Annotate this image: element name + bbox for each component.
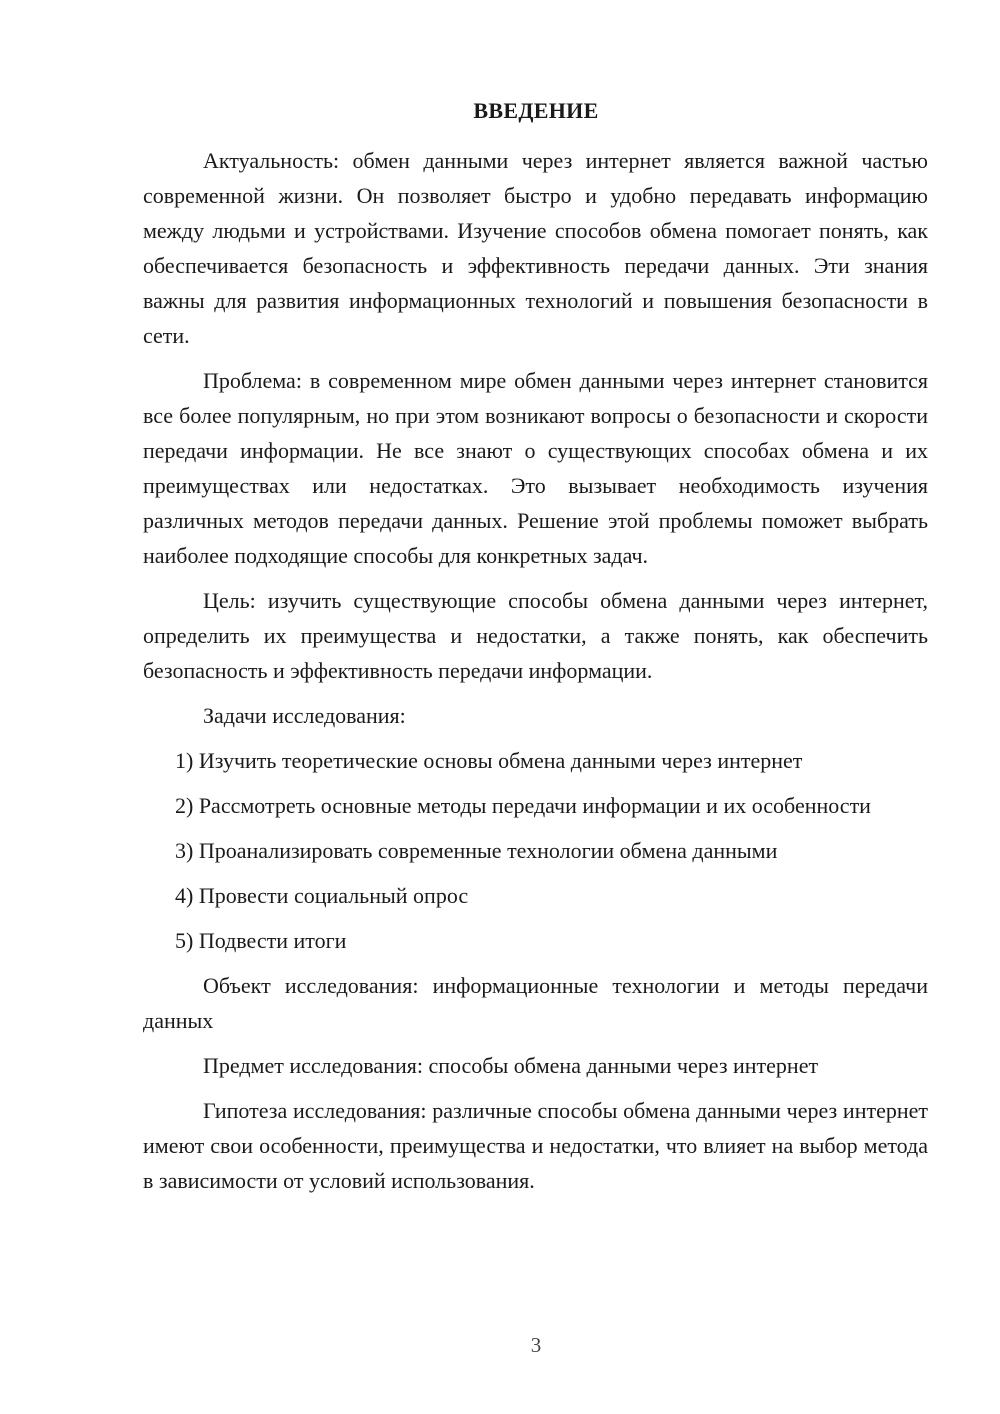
paragraph-relevance: Актуальность: обмен данными через интернет является важной частью современной жизни. Он позволяет быстро и удобно передавать информацию между людьми и устройствами. Изучение способов обмена помогает понять, как обеспечивается безопасность и эффективность передачи данных. Эти знания важны для развития информационных технологий и повышения безопасности в сети.: [143, 148, 928, 348]
paragraph-hypothesis: Гипотеза исследования: различные способы обмена данными через интернет имеют свои особенности, преимущества и недостатки, что влияет на выбор метода в зависимости от условий использования.: [143, 1098, 928, 1193]
task-item-3: 3) Проанализировать современные технологии обмена данными: [175, 838, 778, 863]
paragraph-problem: Проблема: в современном мире обмен данными через интернет становится все более популярным, но при этом возникают вопросы о безопасности и скорости передачи информации. Не все знают о существующих способах обмена и их преимуществах или недостатках. Это вызывает необходимость изучения различных методов передачи данных. Решение этой проблемы поможет выбрать наиболее подходящие способы для конкретных задач.: [143, 368, 928, 568]
task-item-5: 5) Подвести итоги: [175, 928, 347, 953]
paragraph-tasks-heading: Задачи исследования:: [203, 703, 406, 728]
task-item-2: 2) Рассмотреть основные методы передачи информации и их особенности: [175, 793, 871, 818]
task-item-4: 4) Провести социальный опрос: [175, 883, 469, 908]
paragraph-subject: Предмет исследования: способы обмена данными через интернет: [203, 1053, 819, 1078]
task-item-1: 1) Изучить теоретические основы обмена данными через интернет: [175, 748, 803, 773]
document-body: [143, 143, 928, 1208]
page-title: ВВЕДЕНИЕ: [473, 98, 599, 123]
paragraph-goal: Цель: изучить существующие способы обмена данными через интернет, определить их преимущества и недостатки, а также понять, как обеспечить безопасность и эффективность передачи информации.: [143, 588, 928, 683]
page-number: 3: [530, 1333, 542, 1357]
paragraph-object: Объект исследования: информационные технологии и методы передачи данных: [143, 973, 928, 1033]
